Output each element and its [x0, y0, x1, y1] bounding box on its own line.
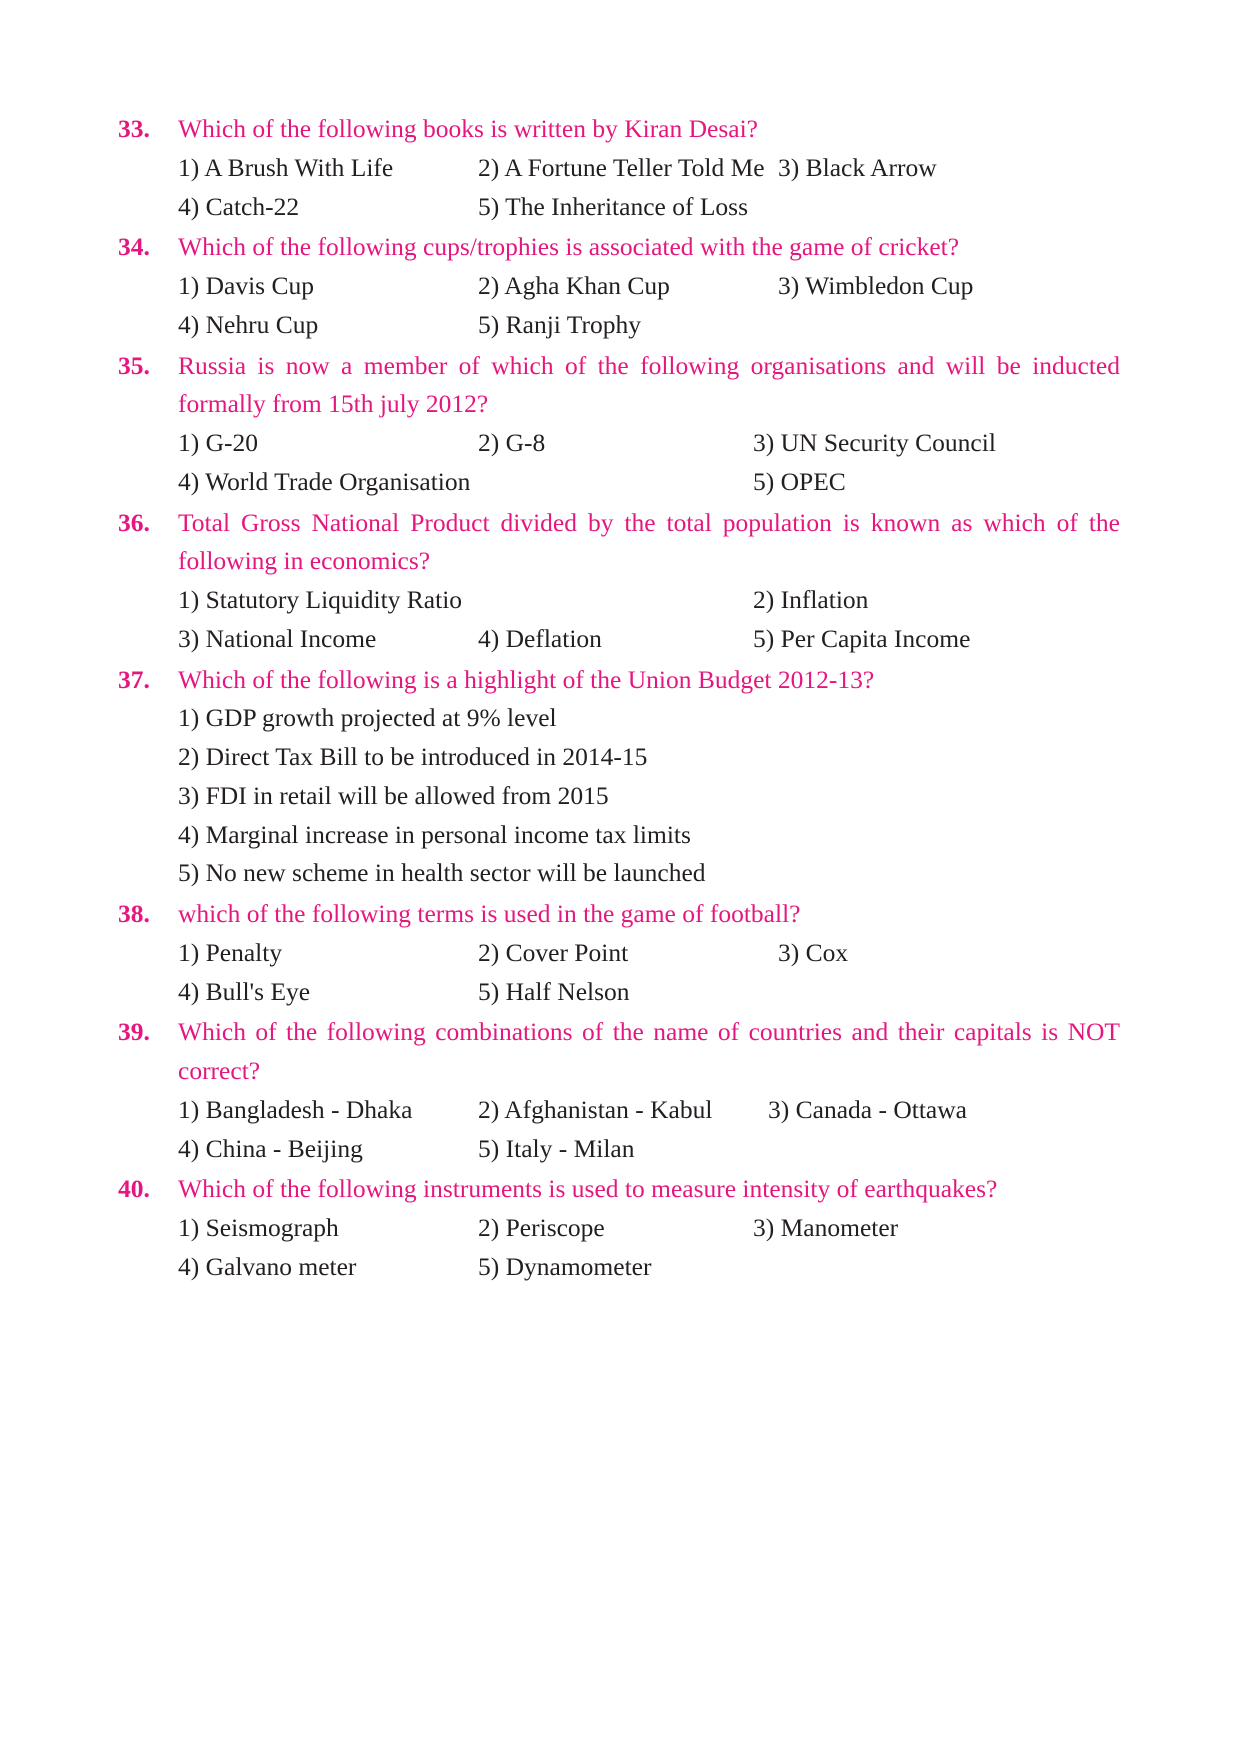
question-heading [118, 504, 1122, 582]
option-row [178, 581, 1122, 620]
question-heading [118, 895, 1122, 934]
question-block-36 [118, 504, 1122, 659]
option-item[interactable]: 1) Penalty [178, 937, 283, 967]
option-row [178, 1130, 1122, 1169]
option-row [178, 149, 1122, 188]
option-item[interactable]: 3) FDI in retail will be allowed from 2015 [178, 780, 609, 810]
option-row [178, 306, 1122, 345]
option-row [178, 934, 1122, 973]
question-text: Which of the following is a highlight of the Union Budget 2012-13? [178, 664, 875, 694]
option-item[interactable]: 4) World Trade Organisation [178, 466, 471, 496]
question-block-37 [118, 661, 1122, 894]
option-item[interactable]: 2) Inflation [753, 585, 869, 614]
question-number: 33. [118, 114, 150, 143]
option-item[interactable]: 5) Dynamometer [478, 1251, 652, 1281]
question-block-35 [118, 347, 1122, 502]
option-item[interactable]: 4) Catch-22 [178, 191, 300, 221]
option-item[interactable]: 4) Galvano meter [178, 1251, 357, 1281]
options-list [178, 149, 1122, 227]
option-item[interactable]: 4) Bull's Eye [178, 976, 311, 1006]
question-number: 34. [118, 232, 150, 262]
question-heading [118, 228, 1122, 267]
option-row [178, 1248, 1122, 1287]
option-item[interactable]: 2) Agha Khan Cup [478, 271, 670, 300]
option-item[interactable]: 5) Italy - Milan [478, 1133, 635, 1163]
option-item[interactable]: 5) Per Capita Income [753, 623, 971, 653]
option-row [178, 188, 1122, 227]
option-item[interactable]: 5) Ranji Trophy [478, 309, 641, 339]
option-item[interactable]: 3) Black Arrow [778, 152, 937, 182]
option-row [178, 973, 1122, 1012]
options-list [178, 267, 1122, 345]
option-item[interactable]: 1) G-20 [178, 428, 259, 457]
option-item[interactable]: 5) OPEC [753, 466, 846, 496]
option-item[interactable]: 3) National Income [178, 623, 377, 653]
option-item[interactable]: 2) Direct Tax Bill to be introduced in 2014-15 [178, 742, 648, 771]
question-number: 40. [118, 1174, 150, 1204]
question-number: 38. [118, 899, 150, 928]
question-block-39 [118, 1013, 1122, 1168]
question-text: Total Gross National Product divided by the total population is known as which of the following in economics? [178, 507, 1120, 576]
option-row [178, 1091, 1122, 1130]
option-item[interactable]: 2) Afghanistan - Kabul [478, 1094, 713, 1124]
option-item[interactable]: 3) Wimbledon Cup [778, 271, 974, 300]
options-list [178, 424, 1122, 502]
options-list [178, 699, 1122, 893]
option-row [178, 267, 1122, 306]
option-item[interactable]: 4) Nehru Cup [178, 309, 319, 339]
option-row [178, 463, 1122, 502]
option-item[interactable]: 3) Cox [778, 937, 849, 967]
question-text: Which of the following cups/trophies is associated with the game of cricket? [178, 232, 960, 262]
option-item[interactable]: 2) G-8 [478, 428, 546, 457]
option-item[interactable]: 2) A Fortune Teller Told Me [478, 152, 765, 182]
option-row [178, 777, 1122, 816]
option-row [178, 854, 1122, 893]
question-text: Which of the following combinations of the name of countries and their capitals is NOT correct? [178, 1017, 1120, 1085]
question-heading [118, 1170, 1122, 1209]
option-row [178, 816, 1122, 855]
option-row [178, 620, 1122, 659]
question-text: Which of the following instruments is used to measure intensity of earthquakes? [178, 1174, 998, 1204]
option-item[interactable]: 4) China - Beijing [178, 1133, 363, 1163]
question-heading [118, 1013, 1122, 1091]
option-item[interactable]: 2) Periscope [478, 1213, 605, 1242]
option-item[interactable]: 1) A Brush With Life [178, 152, 394, 182]
question-number: 35. [118, 350, 150, 380]
question-heading [118, 110, 1122, 149]
option-item[interactable]: 5) No new scheme in health sector will be launched [178, 858, 706, 888]
option-item[interactable]: 4) Deflation [478, 623, 602, 653]
option-row [178, 738, 1122, 777]
question-number: 39. [118, 1017, 150, 1047]
option-row [178, 424, 1122, 463]
question-block-38 [118, 895, 1122, 1011]
option-item[interactable]: 1) Seismograph [178, 1213, 339, 1242]
question-text: Russia is now a member of which of the following organisations and will be inducted formally from 15th july 2012? [178, 350, 1120, 419]
option-item[interactable]: 3) UN Security Council [753, 428, 996, 457]
question-heading [118, 347, 1122, 425]
question-block-40 [118, 1170, 1122, 1286]
question-block-34 [118, 228, 1122, 344]
option-item[interactable]: 1) Statutory Liquidity Ratio [178, 585, 463, 614]
question-number: 37. [118, 664, 150, 694]
question-number: 36. [118, 507, 150, 537]
question-block-33 [118, 110, 1122, 226]
option-item[interactable]: 1) GDP growth projected at 9% level [178, 703, 557, 733]
option-row [178, 1209, 1122, 1248]
option-item[interactable]: 5) Half Nelson [478, 976, 630, 1006]
option-item[interactable]: 1) Bangladesh - Dhaka [178, 1094, 413, 1124]
option-item[interactable]: 3) Canada - Ottawa [768, 1094, 967, 1124]
option-item[interactable]: 4) Marginal increase in personal income tax limits [178, 819, 691, 849]
option-item[interactable]: 1) Davis Cup [178, 271, 314, 300]
options-list [178, 934, 1122, 1012]
options-list [178, 1209, 1122, 1287]
question-text: Which of the following books is written by Kiran Desai? [178, 114, 759, 143]
question-heading [118, 661, 1122, 700]
option-item[interactable]: 2) Cover Point [478, 937, 629, 967]
option-item[interactable]: 3) Manometer [753, 1213, 899, 1242]
options-list [178, 1091, 1122, 1169]
option-item[interactable]: 5) The Inheritance of Loss [478, 191, 749, 221]
option-row [178, 699, 1122, 738]
question-text: which of the following terms is used in the game of football? [178, 899, 801, 928]
options-list [178, 581, 1122, 659]
